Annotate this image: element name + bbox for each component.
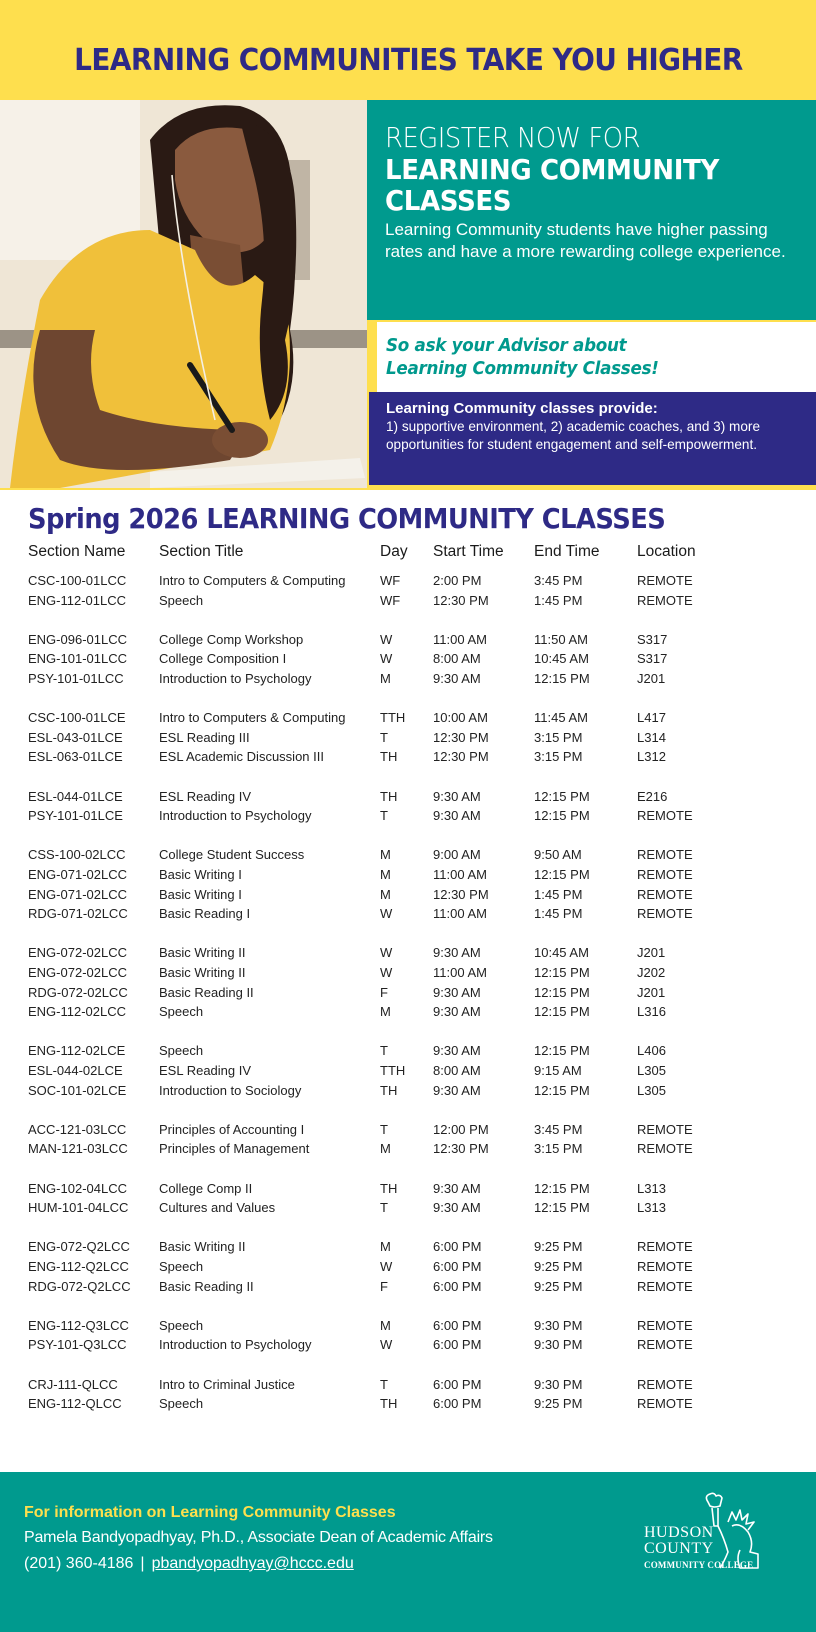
cell-start-time: 9:30 AM [433,1004,481,1020]
table-row [0,710,816,729]
cell-end-time: 9:30 PM [534,1376,583,1392]
cell-end-time: 12:15 PM [534,867,590,882]
cell-location: REMOTE [637,592,693,608]
cell-start-time: 9:30 AM [433,1043,481,1059]
contact-separator: | [140,1555,145,1572]
cell-location: REMOTE [637,847,693,863]
cell-section-name: PSY-101-01LCE [28,808,123,824]
cell-section-name: ESL-044-02LCE [28,1063,123,1078]
cell-start-time: 12:30 PM [433,729,489,745]
cell-location: L313 [637,1180,666,1196]
cell-start-time: 6:00 PM [433,1376,482,1392]
benefits-lead: Learning Community classes provide: [386,400,658,417]
cell-section-name: ENG-112-QLCC [28,1396,122,1412]
cell-section-title: Intro to Computers & Computing [159,710,346,726]
cell-day: W [380,1259,393,1274]
cell-day: T [380,1121,388,1137]
cell-location: E216 [637,788,668,804]
cell-end-time: 9:15 AM [534,1063,582,1078]
cell-section-title: Intro to Criminal Justice [159,1376,295,1392]
cell-location: S317 [637,651,668,667]
contact-email-link[interactable]: pbandyopadhyay@hccc.edu [151,1555,354,1572]
cell-section-name: CSS-100-02LCC [28,847,126,863]
table-row [0,671,816,690]
top-banner [0,0,816,100]
contact-line [24,1555,354,1573]
cell-section-name: ENG-096-01LCC [28,631,127,647]
cell-start-time: 9:30 AM [433,1082,481,1098]
cell-start-time: 12:30 PM [433,749,489,765]
cell-section-title: Speech [159,1004,204,1020]
cell-section-title: Basic Reading II [159,984,254,1000]
cell-start-time: 9:30 AM [433,808,481,824]
table-row [0,1318,816,1337]
cell-section-name: CSC-100-01LCC [28,573,127,588]
table-row [0,573,816,592]
cell-section-title: Introduction to Sociology [159,1082,302,1098]
col-end-time: End Time [534,543,600,560]
cell-end-time: 12:15 PM [534,1043,590,1059]
cell-end-time: 11:50 AM [534,631,588,647]
logo-hudson: HUDSON [644,1524,714,1541]
logo-community-college: COMMUNITY COLLEGE [644,1560,754,1570]
cell-location: J201 [637,984,666,1000]
cell-section-name: ENG-112-Q2LCC [28,1259,129,1274]
cell-section-title: Basic Writing II [159,965,246,980]
cell-end-time: 9:25 PM [534,1396,583,1412]
cell-end-time: 9:25 PM [534,1239,583,1255]
cell-section-name: ENG-072-02LCC [28,945,127,961]
cell-location: J202 [637,965,666,980]
cell-location: REMOTE [637,1278,693,1294]
cell-section-title: Introduction to Psychology [159,671,312,686]
cell-section-name: ACC-121-03LCC [28,1121,127,1137]
cell-end-time: 3:15 PM [534,1141,583,1157]
cell-location: REMOTE [637,1317,693,1333]
cell-start-time: 11:00 AM [433,965,487,980]
cell-location: L313 [637,1200,666,1216]
cell-section-name: HUM-101-04LCC [28,1200,129,1216]
cell-end-time: 3:45 PM [534,1121,583,1137]
cell-section-title: Basic Writing I [159,886,242,902]
table-row [0,593,816,612]
student-photo [0,100,367,488]
cell-start-time: 10:00 AM [433,710,488,726]
cell-location: REMOTE [637,1376,693,1392]
table-row [0,1377,816,1396]
cell-section-name: ESL-063-01LCE [28,749,123,765]
table-row [0,985,816,1004]
cell-end-time: 9:25 PM [534,1278,583,1294]
cell-section-title: Speech [159,1043,204,1059]
cell-end-time: 9:25 PM [534,1259,583,1274]
cell-day: W [380,1337,393,1353]
ask-advisor-line-1: So ask your Advisor about [386,335,627,356]
cell-location: REMOTE [637,1337,693,1353]
cell-section-title: Principles of Management [159,1141,310,1157]
cell-end-time: 12:15 PM [534,808,590,824]
register-headline-1: LEARNING COMMUNITY [385,153,719,186]
cell-location: REMOTE [637,573,693,588]
cell-section-name: RDG-072-02LCC [28,984,128,1000]
cell-location: L316 [637,1004,666,1020]
hero-section [0,100,816,490]
hccc-logo [640,1492,790,1592]
cell-start-time: 8:00 AM [433,651,481,667]
cell-end-time: 9:30 PM [534,1337,583,1353]
table-row [0,887,816,906]
logo-county: COUNTY [644,1540,714,1557]
ask-advisor-panel [377,322,816,392]
cell-section-name: RDG-072-Q2LCC [28,1278,131,1294]
cell-section-title: Speech [159,1396,204,1412]
benefits-list: 1) supportive environment, 2) academic coaches, and 3) more opportunities for student engagement and self-empowerment. [386,419,761,452]
cell-day: W [380,965,393,980]
cell-day: M [380,847,391,863]
cell-section-title: College Student Success [159,847,305,863]
cell-day: T [380,729,388,745]
banner-title: LEARNING COMMUNITIES TAKE YOU HIGHER [73,42,743,78]
cell-section-name: ENG-072-02LCC [28,965,127,980]
cell-start-time: 6:00 PM [433,1239,482,1255]
cell-end-time: 12:15 PM [534,965,590,980]
cell-section-title: Speech [159,592,204,608]
cell-location: J201 [637,945,666,961]
cell-section-title: College Comp II [159,1180,253,1196]
cell-start-time: 9:30 AM [433,1180,481,1196]
table-row [0,1200,816,1219]
cell-section-name: ENG-071-02LCC [28,867,127,882]
cell-day: M [380,867,391,882]
cell-end-time: 11:45 AM [534,710,588,726]
cell-section-name: CRJ-111-QLCC [28,1376,118,1392]
cell-day: M [380,1141,391,1157]
table-row [0,906,816,925]
table-row [0,1396,816,1415]
cell-section-title: ESL Reading III [159,729,250,745]
cell-section-title: Basic Writing II [159,1239,246,1255]
cell-day: M [380,1239,391,1255]
cell-section-name: MAN-121-03LCC [28,1141,128,1157]
cell-start-time: 9:00 AM [433,847,481,863]
cell-end-time: 12:15 PM [534,671,590,686]
cell-end-time: 3:45 PM [534,573,583,588]
col-section-title: Section Title [159,543,244,560]
cell-day: TTH [380,1063,406,1078]
cell-location: REMOTE [637,1121,693,1137]
col-section-name: Section Name [28,543,126,560]
cell-end-time: 12:15 PM [534,984,590,1000]
cell-end-time: 10:45 AM [534,945,589,961]
cell-section-title: Speech [159,1317,204,1333]
cell-section-name: ENG-072-Q2LCC [28,1239,130,1255]
cell-day: M [380,1317,391,1333]
cell-start-time: 11:00 AM [433,631,487,647]
cell-day: T [380,1200,388,1216]
cell-start-time: 9:30 AM [433,671,481,686]
cell-location: L406 [637,1043,666,1059]
table-row [0,1181,816,1200]
cell-day: TH [380,749,398,765]
cell-section-name: CSC-100-01LCE [28,710,126,726]
table-row [0,1259,816,1278]
table-row [0,1004,816,1023]
cell-day: W [380,651,393,667]
cell-location: S317 [637,631,668,647]
cell-day: TH [380,788,398,804]
cell-start-time: 9:30 AM [433,945,481,961]
cell-location: REMOTE [637,808,693,824]
cell-day: WF [380,573,401,588]
table-row [0,1083,816,1102]
cell-end-time: 12:15 PM [534,1004,590,1020]
cell-start-time: 6:00 PM [433,1278,482,1294]
cell-end-time: 10:45 AM [534,651,589,667]
schedule-title [28,502,665,535]
class-schedule [0,490,816,1472]
cell-location: REMOTE [637,1396,693,1412]
cell-end-time: 1:45 PM [534,886,583,902]
cell-section-name: ENG-112-Q3LCC [28,1317,129,1333]
cell-section-name: ESL-044-01LCE [28,788,123,804]
table-row [0,749,816,768]
cell-end-time: 1:45 PM [534,592,583,608]
cell-start-time: 11:00 AM [433,867,487,882]
cell-location: L305 [637,1063,666,1078]
cell-section-title: Cultures and Values [159,1200,276,1216]
table-row [0,808,816,827]
cell-day: T [380,808,388,824]
cell-end-time: 3:15 PM [534,749,583,765]
cell-start-time: 6:00 PM [433,1337,482,1353]
cell-section-title: Speech [159,1259,204,1274]
cell-start-time: 11:00 AM [433,906,487,922]
cell-day: F [380,1278,388,1294]
table-row [0,1239,816,1258]
contact-footer [0,1472,816,1632]
table-row [0,1337,816,1356]
cell-section-name: PSY-101-01LCC [28,671,124,686]
cell-day: W [380,906,393,922]
cell-section-name: PSY-101-Q3LCC [28,1337,127,1353]
cell-start-time: 12:00 PM [433,1121,489,1137]
cell-section-name: ENG-102-04LCC [28,1180,127,1196]
table-row [0,789,816,808]
cell-location: J201 [637,671,666,686]
cell-start-time: 9:30 AM [433,788,481,804]
register-kicker: REGISTER NOW FOR [385,121,641,154]
cell-day: M [380,671,391,686]
cell-section-name: ENG-112-02LCE [28,1043,126,1059]
table-row [0,730,816,749]
footer-title: For information on Learning Community Classes [24,1504,396,1521]
cell-end-time: 1:45 PM [534,906,583,922]
cell-end-time: 9:30 PM [534,1317,583,1333]
cell-section-name: ENG-071-02LCC [28,886,127,902]
table-row [0,1043,816,1062]
cell-location: REMOTE [637,867,693,882]
cell-location: REMOTE [637,906,693,922]
cell-start-time: 9:30 AM [433,984,481,1000]
cell-section-title: Introduction to Psychology [159,1337,312,1353]
cell-start-time: 8:00 AM [433,1063,481,1078]
table-row [0,965,816,984]
cell-section-name: RDG-071-02LCC [28,906,128,922]
register-body: Learning Community students have higher passing rates and have a more rewarding college experience. [385,220,786,261]
cell-location: REMOTE [637,1259,693,1274]
cell-section-title: Basic Reading II [159,1278,254,1294]
cell-start-time: 6:00 PM [433,1259,482,1274]
cell-section-title: College Comp Workshop [159,631,304,647]
cell-section-name: ENG-112-01LCC [28,592,127,608]
cell-location: REMOTE [637,1141,693,1157]
cell-section-name: SOC-101-02LCE [28,1082,127,1098]
cell-end-time: 12:15 PM [534,1082,590,1098]
cell-location: L417 [637,710,666,726]
benefits-panel [369,392,816,485]
cell-section-title: ESL Academic Discussion III [159,749,324,765]
table-row [0,945,816,964]
cell-start-time: 12:30 PM [433,886,489,902]
cell-day: M [380,1004,391,1020]
table-row [0,651,816,670]
cell-end-time: 12:15 PM [534,788,590,804]
cell-day: TH [380,1082,398,1098]
schedule-term: Spring 2026 [28,502,198,535]
table-row [0,867,816,886]
register-panel [367,100,816,320]
cell-section-title: Basic Writing II [159,945,246,961]
cell-section-name: ENG-101-01LCC [28,651,127,667]
cell-location: L312 [637,749,666,765]
cell-section-title: Introduction to Psychology [159,808,312,824]
cell-start-time: 12:30 PM [433,1141,489,1157]
register-headline-2: CLASSES [385,184,512,217]
cell-day: TH [380,1180,398,1196]
cell-section-title: Principles of Accounting I [159,1121,305,1137]
cell-day: W [380,945,393,961]
table-row [0,1279,816,1298]
cell-section-name: ESL-043-01LCE [28,729,123,745]
table-row [0,1063,816,1082]
cell-start-time: 9:30 AM [433,1200,481,1216]
cell-section-title: ESL Reading IV [159,1063,252,1078]
cell-day: WF [380,592,401,608]
cell-start-time: 6:00 PM [433,1317,482,1333]
table-row [0,632,816,651]
cell-end-time: 12:15 PM [534,1200,590,1216]
cell-section-name: ENG-112-02LCC [28,1004,127,1020]
col-day: Day [380,543,408,560]
col-location: Location [637,543,696,560]
cell-day: T [380,1376,388,1392]
table-row [0,847,816,866]
cell-section-title: ESL Reading IV [159,788,252,804]
cell-day: M [380,886,391,902]
cell-day: TTH [380,710,406,726]
cell-end-time: 3:15 PM [534,729,583,745]
schedule-title-rest: LEARNING COMMUNITY CLASSES [206,502,666,535]
col-start-time: Start Time [433,543,504,560]
cell-location: L305 [637,1082,666,1098]
table-row [0,1122,816,1141]
cell-section-title: Basic Writing I [159,867,242,882]
cell-location: L314 [637,729,666,745]
cell-section-title: College Composition I [159,651,287,667]
cell-location: REMOTE [637,1239,693,1255]
cell-end-time: 9:50 AM [534,847,582,863]
student-writing-illustration [0,100,367,488]
cell-day: W [380,631,393,647]
cell-day: TH [380,1396,398,1412]
cell-start-time: 12:30 PM [433,592,489,608]
cell-start-time: 6:00 PM [433,1396,482,1412]
cell-location: REMOTE [637,886,693,902]
cell-day: F [380,984,388,1000]
cell-end-time: 12:15 PM [534,1180,590,1196]
cell-section-title: Basic Reading I [159,906,251,922]
contact-name: Pamela Bandyopadhyay, Ph.D., Associate Dean of Academic Affairs [24,1529,493,1546]
cell-day: T [380,1043,388,1059]
table-row [0,1141,816,1160]
cell-start-time: 2:00 PM [433,573,482,588]
ask-advisor-line-2: Learning Community Classes! [386,358,659,379]
cell-section-title: Intro to Computers & Computing [159,573,346,588]
contact-phone[interactable]: (201) 360-4186 [24,1555,134,1572]
